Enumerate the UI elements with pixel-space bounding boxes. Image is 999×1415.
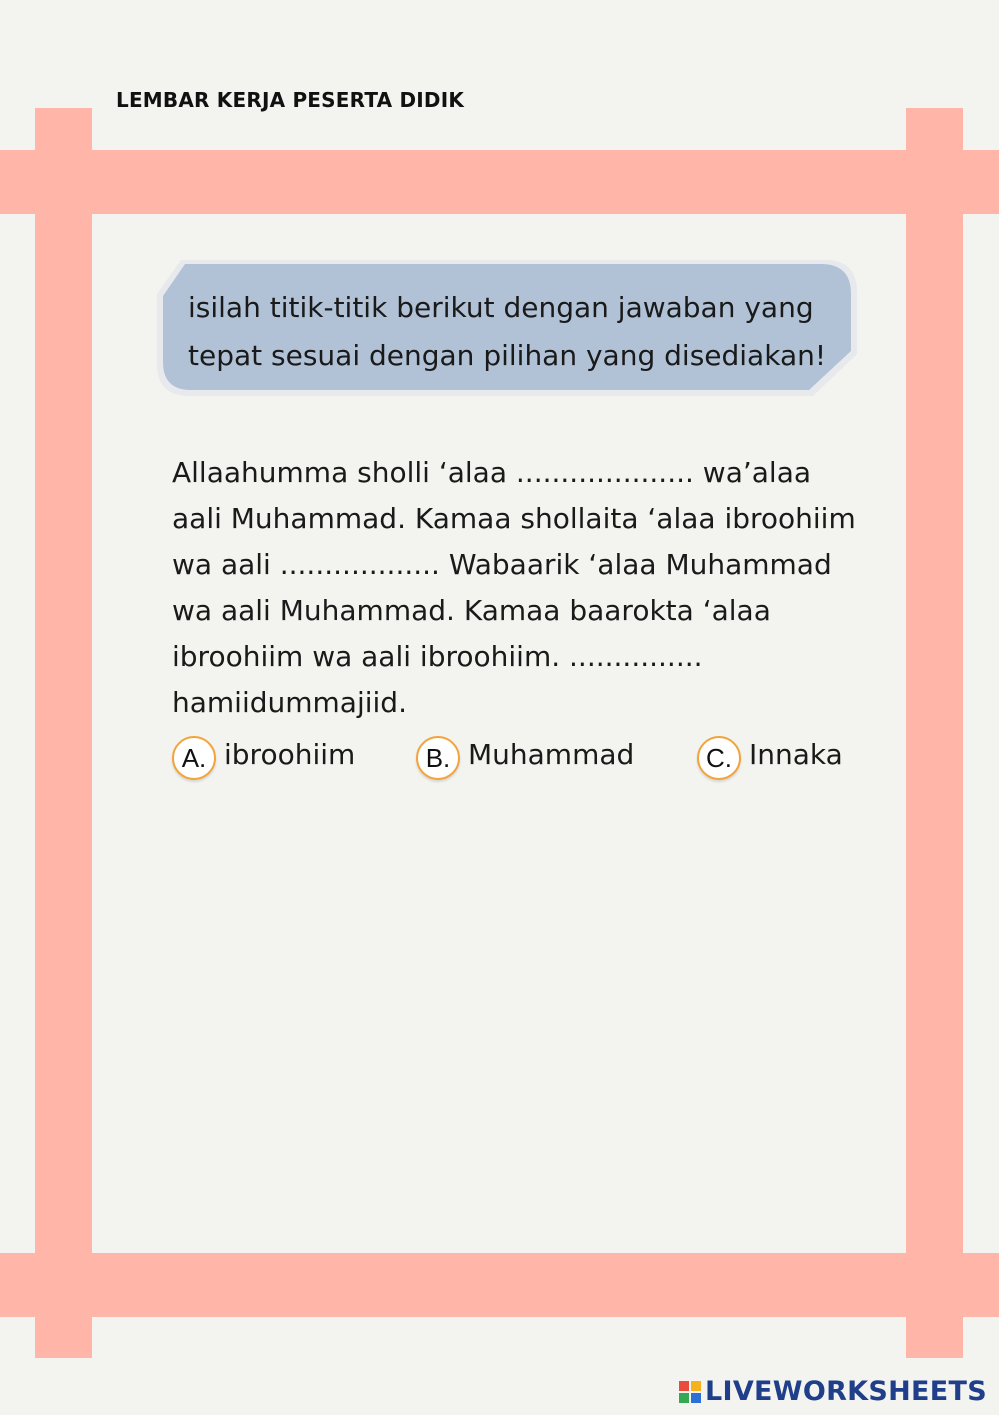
- option-b-text: Muhammad: [468, 737, 635, 771]
- liveworksheets-logo-icon: [679, 1381, 701, 1403]
- option-c-text: Innaka: [749, 737, 843, 771]
- instruction-text: isilah titik-titik berikut dengan jawaban yang tepat sesuai dengan pilihan yang disediakan!: [188, 291, 827, 372]
- option-a[interactable]: [172, 728, 355, 780]
- logo-text: LIVEWORKSHEETS: [704, 1376, 987, 1407]
- instruction-box: [153, 256, 861, 400]
- option-a-badge: A.: [172, 736, 216, 780]
- option-a-text: ibroohiim: [224, 737, 356, 771]
- frame-bar-top: [0, 150, 999, 214]
- option-c-badge: C.: [697, 736, 741, 780]
- option-b-badge: B.: [416, 736, 460, 780]
- frame-bar-bottom: [0, 1253, 999, 1317]
- frame-bar-left: [35, 108, 92, 1358]
- option-b[interactable]: [416, 728, 634, 780]
- option-c[interactable]: [697, 728, 843, 780]
- page-title: LEMBAR KERJA PESERTA DIDIK: [116, 88, 465, 112]
- frame-bar-right: [906, 108, 963, 1358]
- liveworksheets-logo: [679, 1376, 987, 1407]
- passage-text: Allaahumma sholli ‘alaa .................... wa’alaa aali Muhammad. Kamaa shollaita ‘alaa ibroohiim wa aali .................. Wabaarik ‘alaa Muhammad wa aali Muhammad. Kamaa baarokta ‘alaa ibroohiim wa aali ibroohiim. ............... hamiidummajiid.: [172, 456, 856, 719]
